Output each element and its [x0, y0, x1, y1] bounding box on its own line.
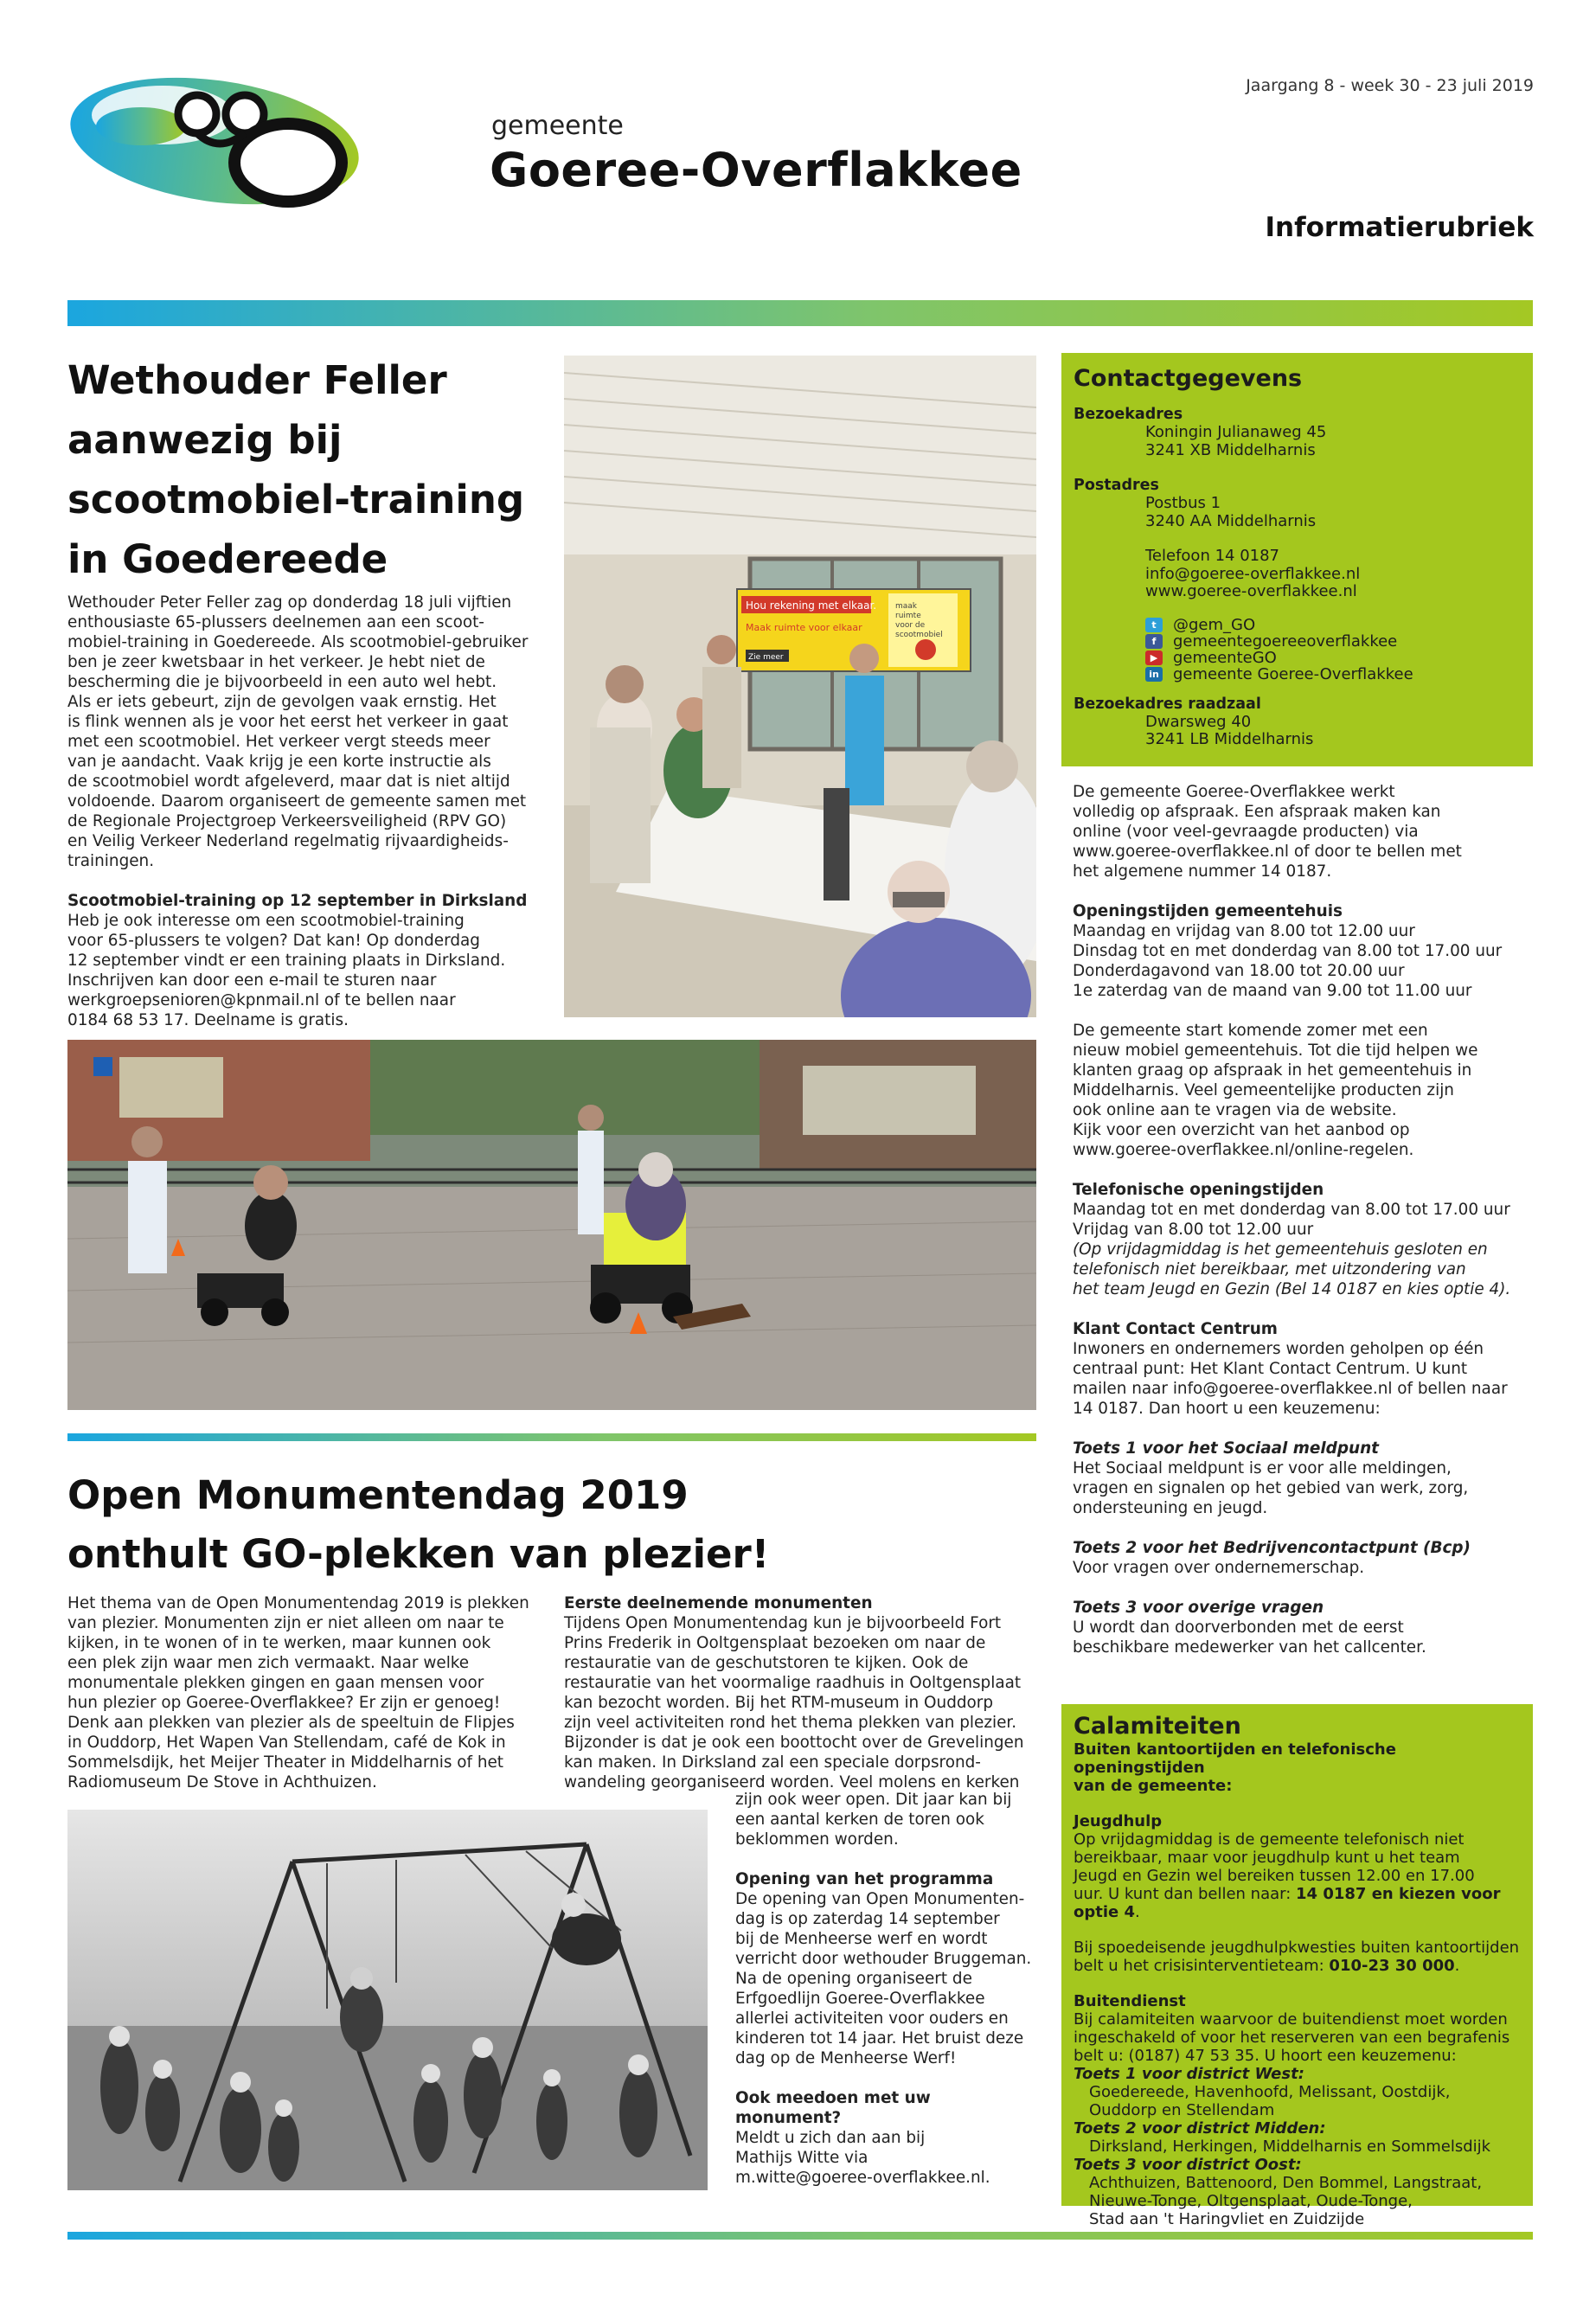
issue-info: Jaargang 8 - week 30 - 23 juli 2019 — [1246, 76, 1534, 95]
telefonisch-title: Telefonische openingstijden — [1073, 1181, 1324, 1199]
social-facebook[interactable]: f gemeentegoereeoverflakkee — [1145, 633, 1521, 650]
gemeente-logo-icon — [67, 76, 448, 223]
website-link[interactable]: www.goeree-overflakkee.nl — [1145, 582, 1357, 600]
calamiteiten-box: Calamiteiten Buiten kantoortijden en telefonische openingstijden van de gemeente: Jeugdhulp Op vrijdagmiddag is de gemeente telefonisch niet bereikbaar, maar voor jeugdhulp kunt u het team Jeugd en Gezin wel bereiken tussen 12.00 en 17.00 uur. U kunt dan bellen naar: 14 0187 en kiezen voor optie 4. Bij spoedeisende jeugdhulpkwesties buiten kantoortijden belt u het crisisinterventieteam: 010-23 30 000. Buitendienst Bij calamiteiten waarvoor de buitendienst moet worden ingeschakeld of voor het reserveren van een begrafenis belt u: (0187) 47 53 35. U hoort een keuzemenu: Toets 1 voor district West: Goedereede, Havenhoofd, Melissant, Oostdijk, Ouddorp en Stellendam Toets 2 voor district Midden: Dirksland, Herkingen, Middelharnis en Sommelsdijk Toets 3 voor district Oost: Achthuizen, Battenoord, Den Bommel, Langstraat, Nieuwe-Tonge, Oltgensplaat, Oude-Tonge, Stad aan 't Haringvliet en Zuidzijde — [1061, 1704, 1533, 2206]
toets1-title: Toets 1 voor het Sociaal meldpunt — [1073, 1439, 1379, 1458]
article-divider — [67, 1433, 1036, 1441]
footer-divider — [67, 2232, 1533, 2240]
logo — [67, 76, 448, 223]
openingstijden-title: Openingstijden gemeentehuis — [1073, 902, 1343, 920]
telefoon: Telefoon 14 0187 — [1145, 547, 1280, 565]
postadres-label: Postadres — [1074, 477, 1159, 494]
buitendienst-title: Buitendienst — [1074, 1992, 1186, 2010]
bezoekadres-label: Bezoekadres — [1074, 406, 1183, 423]
social-youtube[interactable]: ▶ gemeenteGO — [1145, 650, 1521, 666]
banner-line1: Hou rekening met elkaar. — [746, 599, 877, 612]
raadzaal-label: Bezoekadres raadzaal — [1074, 695, 1261, 713]
historic-playground-photo — [67, 1810, 708, 2190]
youtube-icon: ▶ — [1145, 651, 1163, 665]
training-room-photo — [564, 356, 1036, 1017]
banner-sign-line4: scootmobiel — [895, 631, 943, 639]
article1-subhead: Scootmobiel-training op 12 september in Dirksland — [67, 892, 528, 910]
calamiteiten-title: Calamiteiten — [1074, 1713, 1241, 1740]
banner-line3: Zie meer — [748, 653, 784, 662]
contact-title: Contactgegevens — [1074, 365, 1303, 392]
linkedin-icon: in — [1145, 667, 1163, 682]
article2-title: Open Monumentendag 2019 onthult GO-plekken van plezier! — [67, 1472, 770, 1577]
online-regelen-link[interactable]: www.goeree-overflakkee.nl/online-regelen. — [1073, 1141, 1414, 1159]
article2-sub2: Opening van het programma — [735, 1870, 994, 1888]
info-column: De gemeente Goeree-Overflakkee werkt volledig op afspraak. Een afspraak maken kan online (voor veel-gevraagde producten) via www.goeree-overflakkee.nl of door te bellen met het algemene nummer 14 0187. Openingstijden gemeentehuis Maandag en vrijdag van 8.00 tot 12.00 uur Dinsdag tot en met donderdag van 8.00 tot 17.00 uur Donderdagavond van 18.00 tot 20.00 uur 1e zaterdag van de maand van 9.00 tot 11.00 uur De gemeente start komende zomer met een nieuw mobiel gemeentehuis. Tot die tijd helpen we klanten graag op afspraak in het gemeentehuis in Middelharnis. Veel gemeentelijke producten zijn ook online aan te vragen via de website. Kijk voor een overzicht van het aanbod op www.goeree-overflakkee.nl/online-regelen. Telefonische openingstijden Maandag tot en met donderdag van 8.00 tot 17.00 uur Vrijdag van 8.00 tot 12.00 uur (Op vrijdagmiddag is het gemeentehuis gesloten en telefonisch niet bereikbaar, met uitzondering van het team Jeugd en Gezin (Bel 14 0187 en kies optie 4). Klant Contact Centrum Inwoners en ondernemers worden geholpen op één centraal punt: Het Klant Contact Centrum. U kunt mailen naar info@goeree-overflakkee.nl of bellen naar 14 0187. Dan hoort u een keuzemenu: Toets 1 voor het Sociaal meldpunt Het Sociaal meldpunt is er voor alle meldingen, vragen en signalen op het gebied van werk, zorg, ondersteuning en jeugd. Toets 2 voor het Bedrijvencontactpunt (Bcp) Voor vragen over ondernemerschap. Toets 3 voor overige vragen U wordt dan doorverbonden met de eerst beschikbare medewerker van het callcenter. — [1073, 782, 1540, 1677]
social-twitter[interactable]: t @gem_GO — [1145, 617, 1521, 633]
toets3-title: Toets 3 voor overige vragen — [1073, 1599, 1324, 1617]
scootmobiel-outdoor-photo — [67, 1040, 1036, 1410]
article2-sub1: Eerste deelnemende monumenten — [564, 1594, 873, 1612]
social-linkedin[interactable]: in gemeente Goeree-Overflakkee — [1145, 666, 1521, 683]
kcc-title: Klant Contact Centrum — [1073, 1320, 1278, 1338]
article2-col1: Het thema van de Open Monumentendag 2019 is plekken van plezier. Monumenten zijn er niet alleen om naar te kijken, in te wonen of in te werken, maar kunnen ook een plek zijn waar men zich vermaakt. Naar welke monumentale plekken gingen en gaan mensen voor hun plezier op Goeree-Overflakkee? Er zijn er genoeg! Denk aan plekken van plezier als de speeltuin de Flipjes in Ouddorp, Het Wapen Van Stellendam, café de Kok in Sommelsdijk, het Meijer Theater in Middelharnis of het Radiomuseum De Stove in Achthuizen. — [67, 1594, 529, 1791]
banner-sign-line1: maak — [895, 602, 918, 611]
twitter-icon: t — [1145, 618, 1163, 632]
facebook-icon: f — [1145, 634, 1163, 649]
banner-sign-line2: ruimte — [895, 612, 921, 620]
banner-line2: Maak ruimte voor elkaar — [746, 622, 862, 633]
header-divider — [67, 300, 1533, 326]
jeugdhulp-title: Jeugdhulp — [1074, 1812, 1163, 1830]
municipality-name: Goeree-Overflakkee — [490, 143, 1022, 197]
article1-title: Wethouder Feller aanwezig bij scootmobiel-training in Goedereede — [67, 357, 525, 582]
email-link[interactable]: info@goeree-overflakkee.nl — [1145, 564, 1361, 583]
contact-box: Contactgegevens Bezoekadres Koningin Julianaweg 45 3241 XB Middelharnis Postadres Postbus 1 3240 AA Middelharnis Telefoon 14 0187 info@goeree-overflakkee.nl www.goeree-overflakkee.nl t @gem_GO f gemeentegoereeoverflakkee ▶ gemeenteGO in gemeente Goeree-Overflakkee Bezoekadres raadzaal Dwarsweg 40 3241 LB Middelharnis — [1061, 353, 1533, 766]
article2-col2-continued: zijn ook weer open. Dit jaar kan bij een aantal kerken de toren ook beklommen worden. Opening van het programma De opening van Open Monumenten- dag is op zaterdag 14 september bij de Menheerse werf en wordt verricht door wethouder Bruggeman. Na de opening organiseert de Erfgoedlijn Goeree-Overflakkee allerlei activiteiten voor ouders en kinderen tot 14 jaar. Het bruist deze dag op de Menheerse Werf! Ook meedoen met uw monument? Meldt u zich dan aan bij Mathijs Witte via m.witte@goeree-overflakkee.nl. — [735, 1790, 1038, 2188]
article2-col2: Eerste deelnemende monumenten Tijdens Open Monumentendag kun je bijvoorbeeld Fort Prins Frederik in Ooltgensplaat bezoeken om naar de restauratie van de geschutstoren te kijken. Ook de restauratie van het voormalige raadhuis in Ooltgensplaat kan bezocht worden. Bij het RTM-museum in Ouddorp zijn veel activiteiten rond het thema plekken van plezier. Bijzonder is dat je ook een boottocht over de Grevelingen kan maken. In Dirksland zal een speciale dorpsrond- wandeling georganiseerd worden. Veel molens en kerken — [564, 1593, 1048, 1792]
crisis-number: 010-23 30 000 — [1329, 1957, 1455, 1975]
article1-body: Wethouder Peter Feller zag op donderdag 18 juli vijftien enthousiaste 65-plussers deelnemen aan een scoot- mobiel-training in Goedereede. Als scootmobiel-gebruiker ben je zeer kwetsbaar in het verkeer. Je hebt niet de bescherming die je bijvoorbeeld in een auto wel hebt. Als er iets gebeurt, zijn de gevolgen vaak ernstig. Het is flink wennen als je voor het eerst het verkeer in gaat met een scootmobiel. Het verkeer vergt steeds meer van je aandacht. Vaak krijg je een korte instructie als de scootmobiel wordt afgeleverd, maar dat is niet altijd voldoende. Daarom organiseert de gemeente samen met de Regionale Projectgroep Verkeersveiligheid (RPV GO) en Veilig Verkeer Nederland regelmatig rijvaardigheids- trainingen. Scootmobiel-training op 12 september in Dirksland Heb je ook interesse om een scootmobiel-training voor 65-plussers te volgen? Dat kan! Op donderdag 12 september vindt er een training plaats in Dirksland. Inschrijven kan door een e-mail te sturen naar werkgroepsenioren@kpnmail.nl of te bellen naar 0184 68 53 17. Deelname is gratis. — [67, 593, 561, 1030]
article2-sub3: Ook meedoen met uw monument? — [735, 2089, 931, 2127]
gemeente-label: gemeente — [491, 111, 624, 141]
banner-sign-line3: voor de — [895, 621, 926, 630]
toets2-title: Toets 2 voor het Bedrijvencontactpunt (Bcp) — [1073, 1539, 1471, 1557]
rubriek-label: Informatierubriek — [1265, 212, 1534, 243]
